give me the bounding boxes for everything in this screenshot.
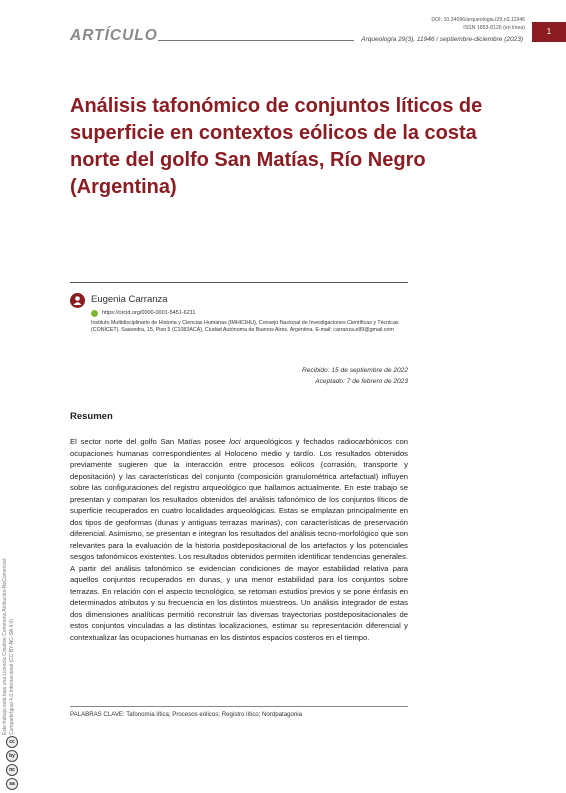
abstract-italic-term: loci — [229, 437, 241, 446]
license-text: Este trabajo está bajo una Licencia Creative Commons Atribución-NoComercial-CompartirIgual 4.0 Internacional (CC BY-NC-SA 4.0) — [2, 557, 15, 735]
author-affiliation: Instituto Multidisciplinario de Historia y Ciencias Humanas (IMHICIHU), Consejo Nacional de Investigaciones Científicas y Técnicas (CONICET). Saavedra, 15, Piso 5 (C1083ACA), Ciudad Autónoma de Buenos Aires, Argentina. E-mail: carranza.e89@gmail.com — [91, 320, 399, 334]
orcid-link[interactable]: https://orcid.org/0000-0001-5451-6211 — [102, 310, 196, 316]
creative-commons-badge-icon[interactable] — [5, 736, 19, 786]
abstract-body — [70, 436, 408, 643]
article-label: ARTÍCULO — [70, 27, 158, 44]
page-number: 1 — [532, 22, 566, 42]
keywords-divider — [70, 706, 408, 707]
article-title: Análisis tafonómico de conjuntos líticos de superficie en contextos eólicos de la costa norte del golfo San Matías, Río Negro (Argentina) — [70, 95, 483, 198]
issn: ISSN 1853-8126 (en línea) — [463, 25, 525, 31]
sa-icon: sa — [6, 778, 18, 790]
doi[interactable]: DOI: 10.34096/arqueologia.t29.n3.11946 — [431, 17, 525, 23]
cc-icon: cc — [6, 736, 18, 748]
nc-icon: nc — [6, 764, 18, 776]
abstract-heading: Resumen — [70, 411, 113, 422]
accepted-date: Aceptado: 7 de febrero de 2023 — [315, 378, 408, 385]
orcid-icon — [91, 310, 98, 317]
abstract-text-1: El sector norte del golfo San Matías posee — [70, 437, 230, 446]
by-icon: by — [6, 750, 18, 762]
author-icon — [70, 293, 85, 308]
title-divider — [70, 282, 408, 283]
header-divider — [158, 40, 354, 41]
abstract-text-2: arqueológicos y fechados radiocarbónicos con ocupaciones humanas correspondientes al Holoceno medio y tardío. Los resultados obtenidos previamente sugieren que la interacción entre procesos eólicos (corrasión, transporte y depositación) y las características del conjunto (composición granulométrica artefactual) influyen sobre las configuraciones del registro arqueológico que hallamos actualmente. En este trabajo se presentan y comparan los resultados obtenidos del análisis tafonómico de los conjuntos líticos de superficie recuperados en cuatro localidades arqueológicas. Estas se emplazan principalmente en dos tipos de geoformas (dunas y antiguas terrazas marinas), con características de preservación diferencial. Asimismo, se presentan e integran los resultados del análisis tecno-morfológico que son relevantes para la evaluación de la historia postdepositacional de los artefactos y los potenciales sesgos tafonómicos existentes. Los resultados obtenidos permiten identificar tendencias generales. A partir del análisis tafonómico se evidencian condiciones de mayor estabilidad relativa para aquellos conjuntos recuperados en dunas, y una menor estabilidad para los conjuntos sobre terrazas. En relación con el aspecto tecnológico, se retoman estudios previos y se pone énfasis en determinados atributos y su frecuencia en los distintos muestreos. Un análisis integrador de estas dos dimensiones analíticas permitió reconstruir las diversas trayectorias postdepositacionales de estos conjuntos vinculadas a las distintas localizaciones, estimar su representación diferencial y contextualizar las ocupaciones humanas en los distintos espacios costeros en el tiempo. — [70, 437, 409, 642]
received-date: Recibido: 15 de septiembre de 2022 — [302, 367, 408, 374]
keywords: PALABRAS CLAVE: Tafonomía lítica; Procesos eólicos; Registro lítico; Nordpatagonia — [70, 711, 303, 718]
author-name: Eugenia Carranza — [91, 294, 168, 305]
journal-reference: Arqueología 29(3), 11946 / septiembre-diciembre (2023) — [361, 36, 523, 43]
